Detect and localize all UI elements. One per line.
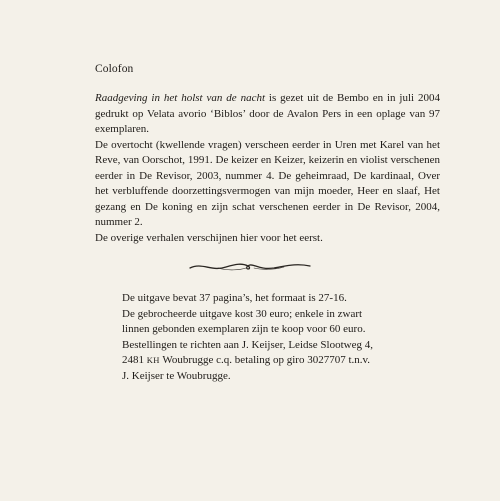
spec-line: De gebrocheerde uitgave kost 30 euro; enkele in zwart: [122, 307, 363, 320]
book-title: Raadgeving in het holst van de nacht: [95, 92, 266, 104]
colophon-paragraph-print-details: [95, 91, 440, 138]
postcode-number: 2481: [122, 354, 147, 366]
spec-line: Bestellingen te richten aan J. Keijser, Leidse Slootweg 4,: [122, 338, 373, 351]
spec-line: linnen gebonden exemplaren zijn te koop voor 60 euro.: [122, 323, 366, 335]
edition-details: [122, 291, 422, 384]
page-title: Colofon: [95, 63, 134, 75]
colophon-text: [95, 91, 440, 246]
postcode-letters: KH: [146, 355, 160, 365]
colophon-paragraph-first-publication: De overige verhalen verschijnen hier voor het eerst.: [95, 231, 323, 244]
swash-ornament-icon: [188, 260, 312, 274]
colophon-paragraph-previous-publications: De overtocht (kwellende vragen) verscheen eerder in Uren met Karel van het Reve, van Oorschot, 1991. De keizer en Keizer, keizerin en violist verschenen eerder in De Revisor, 2003, nummer 4. De geheimraad, De kardinaal, Over het verbluffende doorzettingsvermogen van mijn moeder, Heer en slaaf, Het gezang en De koning en zijn schat verschenen eerder in De Revisor, 2004, nummer 2.: [95, 138, 440, 228]
print-details-text: is gezet uit de Bembo en in juli 2004 gedrukt op Velata avorio ‘Biblos’ door de Avalon Pers in een oplage van 97 exemplaren.: [95, 92, 440, 135]
spec-line: De uitgave bevat 37 pagina’s, het formaat is 27-16.: [122, 292, 347, 304]
spec-line-address: [122, 353, 422, 369]
spec-line: J. Keijser te Woubrugge.: [122, 369, 231, 382]
address-rest: Woubrugge c.q. betaling op giro 3027707 t.n.v.: [159, 354, 371, 366]
